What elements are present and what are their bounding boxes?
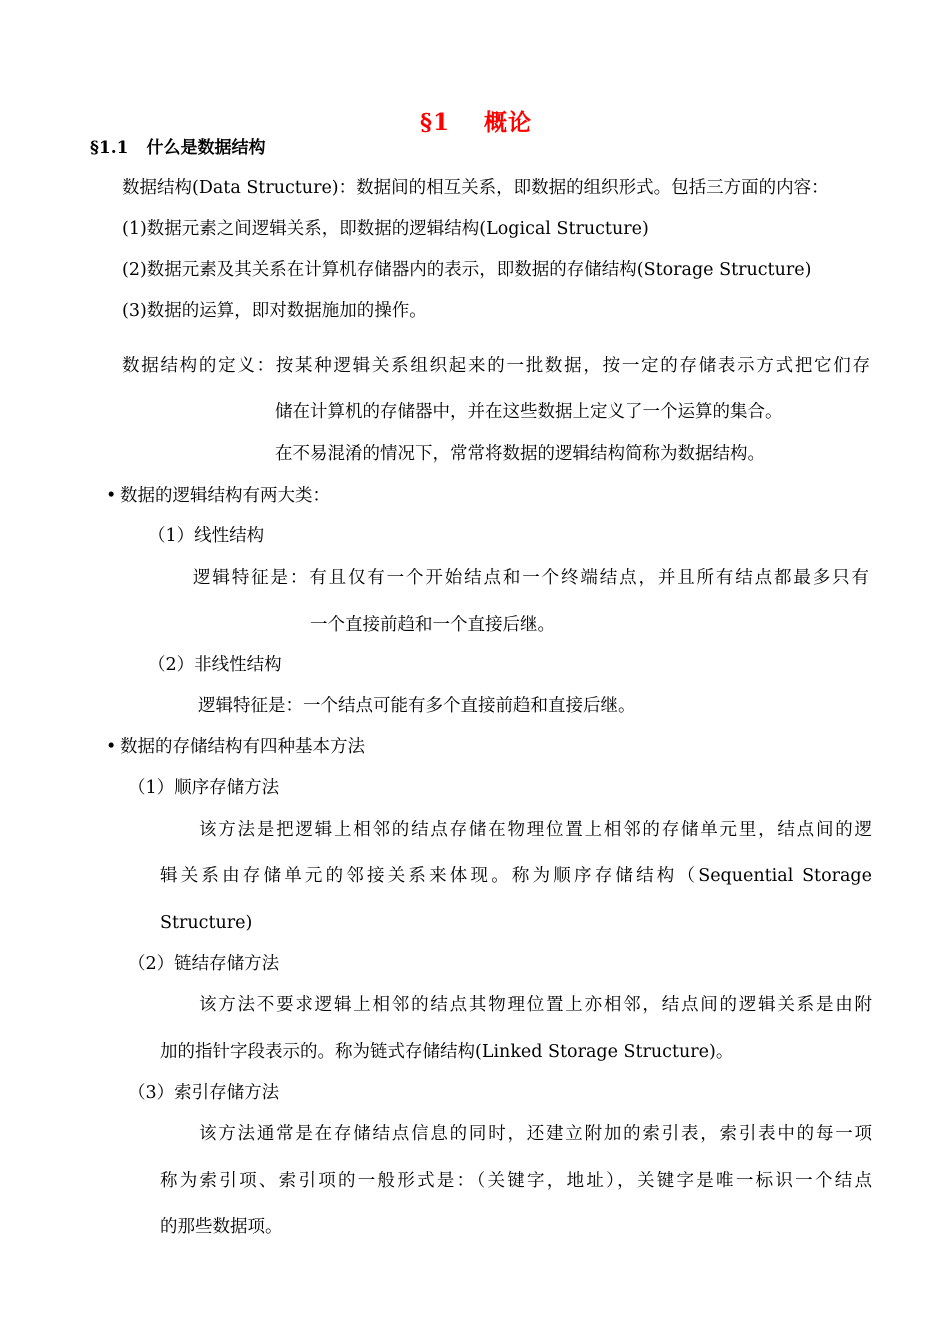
linked-storage-desc-line-2: 加的指针字段表示的。称为链式存储结构(Linked Storage Structure)。 <box>160 1042 734 1062</box>
storage-structure-heading <box>106 735 365 759</box>
index-storage-desc-line-3: 的那些数据项。 <box>160 1217 283 1237</box>
linked-storage-title: （2）链结存储方法 <box>128 954 280 974</box>
chapter-title-text: 概论 <box>484 109 533 136</box>
index-storage-desc-line-1: 该方法通常是在存储结点信息的同时，还建立附加的索引表，索引表中的每一项 <box>199 1124 872 1144</box>
chapter-number: §1 <box>420 109 451 136</box>
intro-definition: 数据结构(Data Structure)：数据间的相互关系，即数据的组织形式。包括三方面的内容： <box>122 178 829 198</box>
logical-structure-heading <box>106 484 330 508</box>
sequential-storage-desc-line-1: 该方法是把逻辑上相邻的结点存储在物理位置上相邻的存储单元里，结点间的逻 <box>199 820 872 840</box>
linear-structure-title: （1）线性结构 <box>148 526 265 546</box>
section-title: 什么是数据结构 <box>146 138 266 158</box>
nonlinear-structure-title: （2）非线性结构 <box>148 655 282 675</box>
section-number: §1.1 <box>90 138 129 158</box>
linked-storage-desc-line-1: 该方法不要求逻辑上相邻的结点其物理位置上亦相邻，结点间的逻辑关系是由附 <box>199 995 872 1015</box>
section-heading <box>90 136 265 160</box>
formal-definition-line-3: 在不易混淆的情况下，常常将数据的逻辑结构简称为数据结构。 <box>275 444 765 464</box>
sequential-storage-desc-line-2: 辑关系由存储单元的邻接关系来体现。称为顺序存储结构（Sequential Storage <box>160 866 872 886</box>
formal-definition-line-2: 储在计算机的存储器中，并在这些数据上定义了一个运算的集合。 <box>275 402 783 422</box>
linear-structure-desc-line-2: 一个直接前趋和一个直接后继。 <box>310 615 555 635</box>
intro-item-3: (3)数据的运算，即对数据施加的操作。 <box>122 301 427 321</box>
sequential-storage-title: （1）顺序存储方法 <box>128 778 280 798</box>
linear-structure-desc-line-1: 逻辑特征是：有且仅有一个开始结点和一个终端结点，并且所有结点都最多只有 <box>193 568 869 588</box>
storage-structure-heading-text: 数据的存储结构有四种基本方法 <box>120 737 365 757</box>
chapter-title <box>420 104 532 137</box>
formal-definition-line-1: 数据结构的定义：按某种逻辑关系组织起来的一批数据，按一定的存储表示方式把它们存 <box>122 356 870 376</box>
bullet-icon: • <box>106 486 117 506</box>
nonlinear-structure-desc: 逻辑特征是：一个结点可能有多个直接前趋和直接后继。 <box>198 696 636 716</box>
logical-structure-heading-text: 数据的逻辑结构有两大类： <box>120 486 330 506</box>
bullet-icon: • <box>106 737 117 757</box>
sequential-storage-desc-line-3: Structure) <box>160 913 253 933</box>
intro-item-1: (1)数据元素之间逻辑关系，即数据的逻辑结构(Logical Structure) <box>122 219 649 239</box>
intro-item-2: (2)数据元素及其关系在计算机存储器内的表示，即数据的存储结构(Storage Structure) <box>122 260 812 280</box>
index-storage-desc-line-2: 称为索引项、索引项的一般形式是：（关键字，地址），关键字是唯一标识一个结点 <box>160 1171 872 1191</box>
index-storage-title: （3）索引存储方法 <box>128 1083 280 1103</box>
